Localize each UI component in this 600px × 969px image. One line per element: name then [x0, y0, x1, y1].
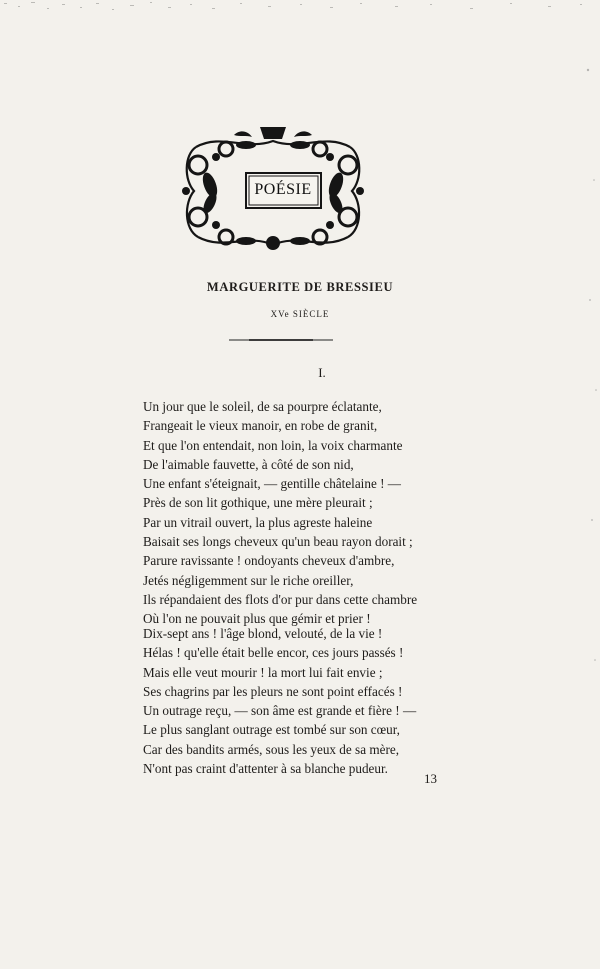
- verse-line: Jetés négligemment sur le riche oreiller,: [143, 572, 354, 588]
- verse-line: Mais elle veut mourir ! la mort lui fait envie ;: [143, 664, 383, 680]
- verse-line: Baisait ses longs cheveux qu'un beau rayon dorait ;: [143, 534, 413, 550]
- ornament-label: POÉSIE: [254, 181, 312, 198]
- scan-noise-strip: [0, 0, 600, 14]
- verse-line: Dix-sept ans ! l'âge blond, velouté, de la vie !: [143, 626, 383, 641]
- verse-line: De l'aimable fauvette, à côté de son nid,: [143, 456, 354, 472]
- poem-title: MARGUERITE DE BRESSIEU: [206, 280, 394, 294]
- section-number: I.: [318, 365, 326, 380]
- verse-line: Le plus sanglant outrage est tombé sur son cœur,: [143, 722, 400, 738]
- verse-line: Près de son lit gothique, une mère pleurait ;: [143, 495, 373, 511]
- verse-line: Ils répandaient des flots d'or pur dans cette chambre: [143, 591, 418, 607]
- margin-specks: [584, 60, 600, 760]
- divider-rule: [229, 338, 333, 342]
- verse-line: Car des bandits armés, sous les yeux de sa mère,: [143, 741, 399, 757]
- verse-line: Hélas ! qu'elle était belle encor, ces jours passés !: [143, 645, 404, 661]
- verse-line: Où l'on ne pouvait plus que gémir et prier !: [143, 611, 371, 627]
- verse-line: Par un vitrail ouvert, la plus agreste haleine: [143, 514, 373, 530]
- page-number: 13: [424, 771, 437, 786]
- verse-line: Ses chagrins par les pleurs ne sont point effacés !: [143, 683, 403, 699]
- poem-century: XVe SIÈCLE: [270, 309, 330, 319]
- verse-line: Un outrage reçu, — son âme est grande et fière ! —: [143, 703, 417, 719]
- verse-line: Un jour que le soleil, de sa pourpre éclatante,: [143, 399, 382, 414]
- verse-line: Et que l'on entendait, non loin, la voix charmante: [143, 437, 403, 453]
- verse-line: Une enfant s'éteignait, — gentille châtelaine ! —: [143, 476, 401, 492]
- stanza-1: [143, 397, 443, 629]
- verse-line: Parure ravissante ! ondoyants cheveux d'ambre,: [143, 553, 395, 569]
- verse-line: Frangeait le vieux manoir, en robe de granit,: [143, 418, 378, 434]
- stanza-2: [143, 624, 443, 778]
- verse-line: N'ont pas craint d'attenter à sa blanche pudeur.: [143, 761, 388, 777]
